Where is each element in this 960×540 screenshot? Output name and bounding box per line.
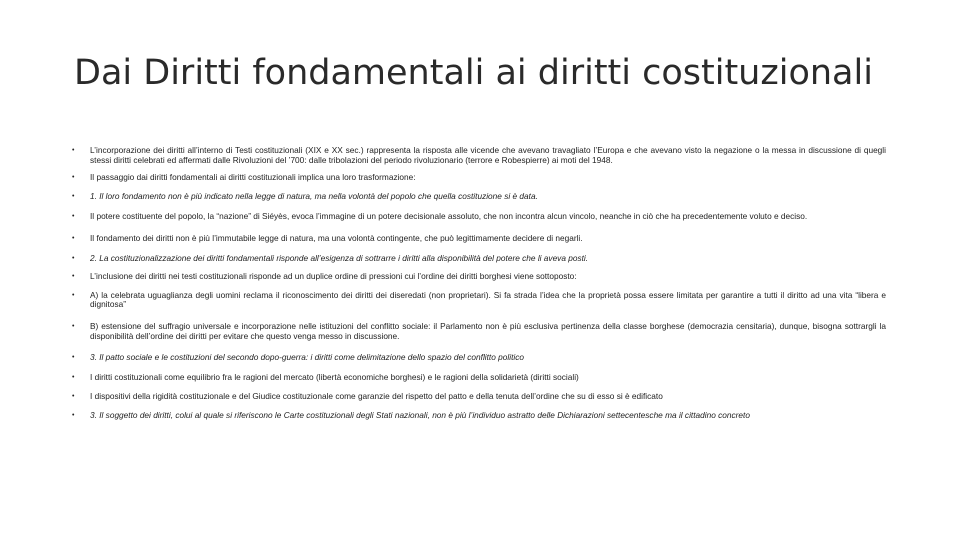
bullet-text: A) la celebrata uguaglianza degli uomini reclama il riconoscimento dei diritti dei diseredati (non proprietari). Si fa strada l’idea che la proprietà possa essere limitata per garantire a tutti il diritto ad una vita “libera e dignitosa” (90, 289, 886, 310)
bullet-item (72, 146, 886, 165)
bullet-icon: • (72, 322, 75, 330)
bullet-text: 3. Il patto sociale e le costituzioni del secondo dopo-guerra: i diritti come delimitazione dello spazio del conflitto politico (90, 352, 524, 363)
bullet-text: Il passaggio dai diritti fondamentali ai diritti costituzionali implica una loro trasformazione: (90, 172, 416, 183)
bullet-icon: • (72, 234, 75, 242)
bullet-icon: • (72, 354, 75, 362)
slide-title: Dai Diritti fondamentali ai diritti costituzionali (74, 53, 873, 93)
bullet-icon: • (72, 213, 75, 221)
bullet-item (72, 322, 886, 341)
bullet-text: B) estensione del suffragio universale e incorporazione nelle istituzioni del conflitto sociale: il Parlamento non è più esclusiva pertinenza della classe borghese (democrazia censitaria), dunque, bisogna sottrargli la disponibilità dell’ordine dei diritti per evitare che questo venga messo in discussione. (90, 320, 886, 341)
bullet-item (72, 212, 886, 222)
bullet-item (72, 272, 886, 282)
bullet-text: 2. La costituzionalizzazione dei diritti fondamentali risponde all’esigenza di sottrarre i diritti alla disponibilità del potere che li aveva posti. (90, 252, 589, 263)
bullet-item (72, 291, 886, 310)
bullet-item (72, 192, 886, 202)
bullet-item (72, 353, 886, 363)
bullet-icon: • (72, 291, 75, 299)
bullet-text: Il fondamento dei diritti non è più l’immutabile legge di natura, ma una volontà contingente, che può legittimamente decidere di negarli. (90, 232, 583, 243)
bullet-item (72, 254, 886, 264)
bullet-text: 1. Il loro fondamento non è più indicato nella legge di natura, ma nella volontà del popolo che quella costituzione si è data. (90, 190, 538, 201)
bullet-text: Il potere costituente del popolo, la “nazione” di Siéyès, evoca l’immagine di un potere decisionale assoluto, che non incontra alcun vincolo, neanche in ciò che ha precedentemente voluto e deciso. (90, 211, 808, 222)
bullet-icon: • (72, 174, 75, 182)
bullet-list (72, 146, 886, 421)
bullet-item (72, 234, 886, 244)
bullet-icon: • (72, 393, 75, 401)
bullet-icon: • (72, 254, 75, 262)
bullet-text: 3. Il soggetto dei diritti, colui al quale si riferiscono le Carte costituzionali degli Stati nazionali, non è più l’individuo astratto delle Dichiarazioni settecentesche ma il cittadino concreto (90, 409, 750, 420)
bullet-text: L’incorporazione dei diritti all’interno di Testi costituzionali (XIX e XX sec.) rappresenta la risposta alle vicende che avevano travagliato l’Europa e che avevano visto la negazione o la messa in discussione di quegli stessi diritti celebrati ed affermati dalle Rivoluzioni del ’700: dalle tribolazioni del periodo rivoluzionario (terrore e Robespierre) ai moti del 1948. (90, 145, 886, 165)
bullet-item (72, 373, 886, 383)
bullet-item (72, 392, 886, 402)
bullet-icon: • (72, 192, 75, 200)
bullet-item (72, 173, 886, 183)
bullet-text: I diritti costituzionali come equilibrio fra le ragioni del mercato (libertà economiche borghesi) e le ragioni della solidarietà (diritti sociali) (90, 371, 579, 382)
bullet-item (72, 411, 886, 421)
bullet-text: L’inclusione dei diritti nei testi costituzionali risponde ad un duplice ordine di pressioni cui l’ordine dei diritti borghesi viene sottoposto: (90, 271, 577, 282)
bullet-icon: • (72, 147, 75, 154)
bullet-icon: • (72, 373, 75, 381)
bullet-icon: • (72, 273, 75, 281)
bullet-icon: • (72, 411, 75, 419)
bullet-text: I dispositivi della rigidità costituzionale e del Giudice costituzionale come garanzie del rispetto del patto e della tenuta dell’ordine che su di esso si è edificato (90, 391, 663, 402)
